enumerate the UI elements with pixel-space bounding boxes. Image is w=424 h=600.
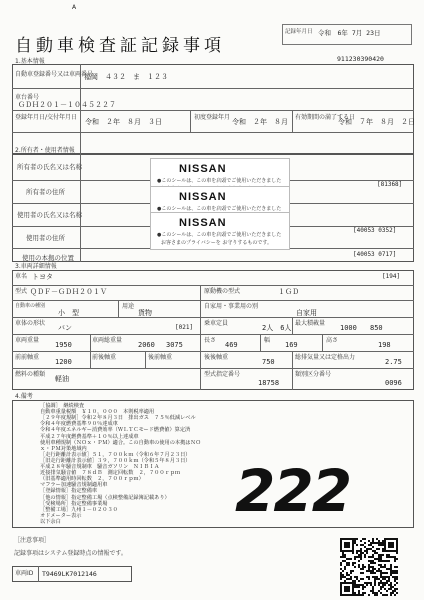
remark-line: 自動車重量税額 ￥１０，０００ 本則税率適用: [40, 409, 155, 416]
base-location-label: 使用の本拠の位置: [22, 254, 74, 262]
type-label: 型式: [15, 288, 28, 295]
notice-text: 記録事項はシステム登録時点の情報です。: [14, 550, 127, 557]
vehicle-id-value: T9469LK7012146: [42, 570, 97, 578]
width-label: 幅: [264, 337, 271, 344]
rear2-label: 後後軸重: [204, 354, 229, 361]
owner-name-label: 所有者の氏名又は名称: [17, 163, 82, 171]
remark-line: ［走行距離計表示値］５１，７００ｋｍ（令和６年７月２３日）: [40, 451, 191, 458]
remark-line: 使用車種規制（ＮＯｘ・ＰＭ）適合。この自動車の使用の本拠はＮＯ: [40, 439, 201, 446]
displacement-value: 2.75: [385, 358, 402, 366]
max-load-alt: 850: [370, 324, 383, 332]
remark-line: ［旧走行距離計表示値］３９，７００ｋｍ（令和５年８月３日）: [40, 457, 191, 464]
weight-label: 車両重量: [15, 337, 40, 344]
use-label: 用途: [122, 303, 135, 310]
class-value: 0096: [385, 379, 402, 387]
maker-code: [194]: [382, 273, 401, 280]
capacity-label: 乗車定員: [204, 320, 229, 327]
type-value: ＱＤＦ－ＧＤＨ２０１Ｖ: [30, 288, 107, 296]
remark-line: 以下余白: [40, 518, 61, 525]
record-date-label: 記録年月日: [285, 29, 313, 35]
first-reg-label: 初度登録年月: [194, 114, 231, 121]
engine-label: 原動機の型式: [204, 288, 241, 295]
remark-line: 平成２８年騒音規制車 騒音ガソリン ＮＩＢＩＡ: [40, 464, 160, 470]
expiry-value: 令和 ７年 ８月 ２日: [338, 118, 415, 126]
remark-line: ［２９年度規制］令和２年８月３日 排出ガス ７５％低減レベル: [40, 415, 196, 422]
remark-line: ［他の情報］指定整備工場（点検整備記録簿記載あり）: [40, 494, 170, 501]
vehicle-id-label: 車両ID: [15, 570, 34, 577]
weight-value: 1950: [55, 341, 72, 349]
owner-code: [81368]: [377, 181, 403, 188]
length-value: 469: [225, 341, 238, 349]
nissan-logo: NISSAN: [179, 191, 227, 203]
base-code: [40053 0717]: [353, 251, 397, 258]
rear-axle-label: 後前軸重: [148, 354, 173, 361]
vin-value: ＧＤＨ２０１－１０４５２２７: [18, 101, 116, 109]
nissan-logo: NISSAN: [179, 217, 227, 229]
fuel-label: 燃料の種類: [15, 371, 46, 378]
private-label: 自家用・事業用の別: [204, 303, 259, 310]
section4-heading: 4.備考: [15, 393, 33, 400]
kind-value: 小 型: [58, 309, 79, 317]
user-name-label: 使用者の氏名又は名称: [17, 211, 82, 219]
reg-number-value: 福岡 ４３２ ま １２３: [84, 73, 168, 81]
class-label: 類別区分番号: [295, 371, 332, 378]
user-address-label: 使用者の住所: [26, 234, 65, 242]
section1-heading: 1.基本情報: [15, 58, 45, 65]
remark-line: マフラー加速騒音規制適用車: [40, 482, 108, 489]
sticker-text-1: ●このシールは、この車を店頭でご使用いただきました: [157, 178, 282, 184]
qr-code: [340, 538, 398, 596]
model-label: 型式指定番号: [204, 371, 241, 378]
height-value: 198: [378, 341, 391, 349]
model-value: 18758: [258, 379, 280, 387]
width-value: 169: [285, 341, 298, 349]
max-load-label: 最大積載量: [295, 320, 326, 327]
maker-label: 車名: [15, 273, 28, 280]
max-load-value: 1000: [340, 324, 357, 332]
private-value: 自家用: [296, 309, 317, 317]
gross-alt: 3075: [166, 341, 183, 349]
remark-line: 平成２７年度燃費基準＋１０％以上達成車: [40, 433, 139, 440]
page-title: 自動車検査証記録事項: [15, 36, 225, 56]
remark-line: 近接排気騒音値 ７８ｄＢ 測定回転数 ２，７００ｒｐｍ: [40, 470, 181, 477]
expiry-label: 有効期間の満了する日: [295, 114, 356, 121]
sticker-text-2: お客さまのプライバシーを お守りするものです。: [161, 240, 272, 246]
sticker-text-1: ●このシールは、この車を店頭でご使用いただきました: [157, 232, 282, 238]
section3-heading: 3.車両詳細情報: [15, 263, 57, 270]
maker-value: トヨタ: [32, 273, 53, 281]
kind-label: 自動車の種別: [15, 303, 46, 309]
remark-line: ［協調］ 継続検査: [40, 403, 85, 409]
reg-number-label: 自動車登録番号又は車両番号: [15, 71, 94, 78]
user-code: [40053 0352]: [353, 227, 397, 234]
vin-label: 車台番号: [15, 94, 40, 101]
section2-heading: 2.所有者・使用者情報: [15, 147, 75, 154]
body-value: バン: [58, 324, 72, 332]
body-label: 車体の形状: [15, 320, 46, 327]
privacy-sticker-3: [150, 212, 290, 250]
reg-date-value: 令和 ２年 ８月 ３日: [85, 118, 162, 126]
front2-label: 前後軸重: [92, 354, 117, 361]
body-code: [021]: [175, 324, 194, 331]
remark-line: 令和４年度エネルギー消費効率（ＷＬＴＣモード燃費値）算定済: [40, 427, 191, 434]
first-reg-value: 令和 ２年 ８月: [232, 118, 288, 126]
owner-address-label: 所有者の住所: [26, 188, 65, 196]
gross-label: 車両総重量: [92, 337, 123, 344]
doc-number: 911230390420: [337, 55, 384, 63]
reg-date-label: 登録年月日/交付年月日: [15, 114, 78, 121]
front-axle-value: 1200: [55, 358, 72, 366]
record-date-value: 令和 6年 7月 23日: [318, 29, 381, 37]
engine-value: １ＧＤ: [278, 288, 299, 296]
gross-value: 2060: [138, 341, 155, 349]
fuel-value: 軽油: [55, 375, 69, 383]
sticker-text-1: ●このシールは、この車を店頭でご使用いただきました: [157, 206, 282, 212]
rear2-value: 750: [262, 358, 275, 366]
remark-line: ［受検場所］指定整備事業場: [40, 500, 108, 507]
height-label: 高さ: [326, 337, 339, 344]
remark-line: オドメーター表示: [40, 512, 82, 519]
front-axle-label: 前前軸重: [15, 354, 40, 361]
notice-heading: ［注意事項］: [14, 537, 51, 544]
remark-line: ［整備工場］九州１－０２０３０: [40, 506, 118, 513]
remark-line: ｘ・ＰＭ対策地域内: [40, 445, 87, 452]
capacity-value: 2人 6人: [262, 324, 292, 332]
length-label: 長さ: [204, 337, 217, 344]
nissan-logo: NISSAN: [179, 163, 227, 175]
displacement-label: 総排気量又は定格出力: [295, 354, 356, 361]
remark-line: ［登録情報］指定整備車: [40, 488, 98, 495]
handwritten-number: 222: [235, 457, 351, 525]
remark-line: 令和４年度燃費基準９０％達成車: [40, 421, 118, 428]
small-mark: A: [72, 4, 77, 11]
use-value: 貨物: [138, 309, 152, 317]
remark-line: （旧基準適用時回転数 ２，７００ｒｐｍ）: [40, 476, 144, 483]
